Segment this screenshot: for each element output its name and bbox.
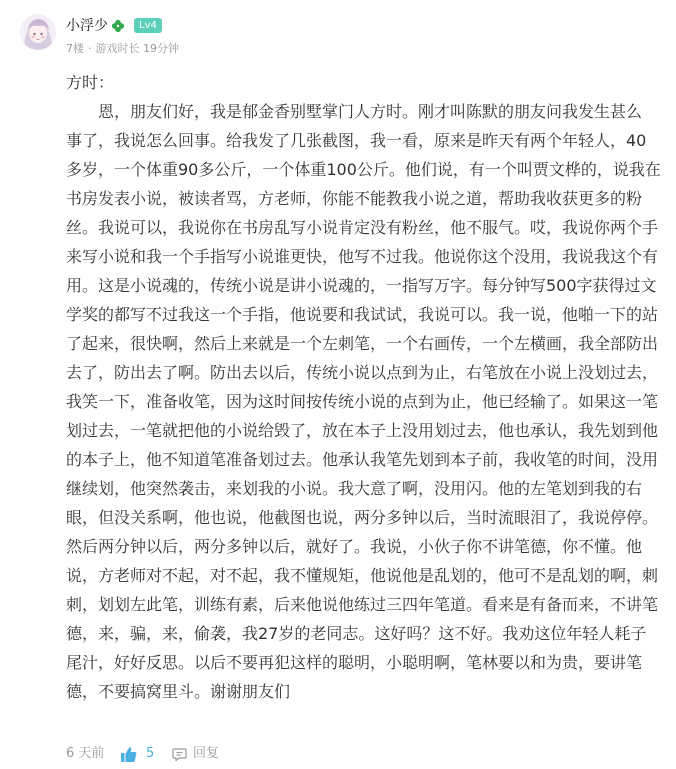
- content-line: 说，方老师对不起，对不起，我不懂规矩，他说他是乱划的，他可不是乱划的啊，刺: [66, 566, 659, 585]
- like-button[interactable]: [120, 744, 154, 764]
- comment-time: 6 天前: [66, 746, 105, 761]
- content-line: 然后两分钟以后，两分多钟以后，就好了。我说，小伙子你不讲笔德，你不懂。他: [66, 537, 643, 556]
- content-line: 去了，防出去了啊。防出去以后，传统小说以点到为止，右笔放在小说上没划过去，: [66, 363, 659, 382]
- clover-icon: [111, 19, 125, 33]
- content-line: 刺，划划左此笔，训练有素，后来他说他练过三四年笔道。看来是有备而来，不讲笔: [66, 595, 659, 614]
- content-line: 事了，我说怎么回事。给我发了几张截图，我一看，原来是昨天有两个年轻人，40: [66, 131, 647, 150]
- reply-button[interactable]: [172, 744, 219, 764]
- comment-meta: [66, 41, 179, 57]
- username[interactable]: 小浮少: [66, 18, 108, 34]
- content-line: 的本子上，他不知道笔准备划过去。他承认我笔先划到本子前，我收笔的时间，没用: [66, 450, 659, 469]
- avatar-image: [20, 14, 56, 50]
- content-line: 来写小说和我一个手指写小说谁更快，他写不过我。他说你这个没用，我说我这个有: [66, 247, 659, 266]
- content-paragraph-first-line: 恩，朋友们好，我是郁金香别墅掌门人方时。刚才叫陈默的朋友问我发生甚么: [98, 102, 643, 121]
- content-line: 划过去，一笔就把他的小说给毁了，放在本子上没用划过去，他也承认，我先划到他: [66, 421, 659, 440]
- content-line: 书房发表小说，被读者骂，方老师，你能不能教我小说之道，帮助我收获更多的粉: [66, 189, 643, 208]
- content-line: 德，来，骗，来，偷袭，我27岁的老同志。这好吗？这不好。我劝这位年轻人耗子: [66, 624, 647, 643]
- content-line: 用。这是小说魂的，传统小说是讲小说魂的，一指写万字。每分钟写500字获得过文: [66, 276, 657, 295]
- content-line: 继续划，他突然袭击，来划我的小说。我大意了啊，没用闪。他的左笔划到我的右: [66, 479, 643, 498]
- content-line: 我笑一下，准备收笔，因为这时间按传统小说的点到为止，他已经输了。如果这一笔: [66, 392, 659, 411]
- reply-icon: [172, 747, 187, 762]
- content-line: 丝。我说可以，我说你在书房乱写小说肯定没有粉丝，他不服气。哎，我说你两个手: [66, 218, 659, 237]
- content-line: 尾汁，好好反思。以后不要再犯这样的聪明，小聪明啊，笔林要以和为贵，要讲笔: [66, 653, 643, 672]
- meta-separator: ·: [88, 42, 92, 55]
- like-count: 5: [146, 746, 155, 761]
- content-line: 德，不要搞窝里斗。谢谢朋友们: [66, 682, 291, 701]
- content-paragraph-lines: [66, 126, 666, 706]
- content-title: 方时：: [66, 73, 115, 92]
- content-line: 眼，但没关系啊，他也说，他截图也说，两分多钟以后，当时流眼泪了，我说停停。: [66, 508, 659, 527]
- content-line: 了起来，很快啊，然后上来就是一个左刺笔，一个右画传，一个左横画，我全部防出: [66, 334, 659, 353]
- content-line: 学奖的都写不过我这一个手指，他说要和我试试，我说可以。我一说，他啪一下的站: [66, 305, 659, 324]
- level-badge: Lv4: [134, 18, 162, 33]
- floor-number: 7楼: [66, 42, 84, 55]
- reply-label: 回复: [193, 746, 220, 761]
- play-time: 游戏时长 19分钟: [95, 42, 179, 55]
- thumbs-up-icon: [120, 746, 137, 763]
- avatar[interactable]: [20, 14, 56, 50]
- comment-content: [66, 68, 666, 706]
- content-line: 多岁，一个体重90多公斤，一个体重100公斤。他们说，有一个叫贾文桦的，说我在: [66, 160, 661, 179]
